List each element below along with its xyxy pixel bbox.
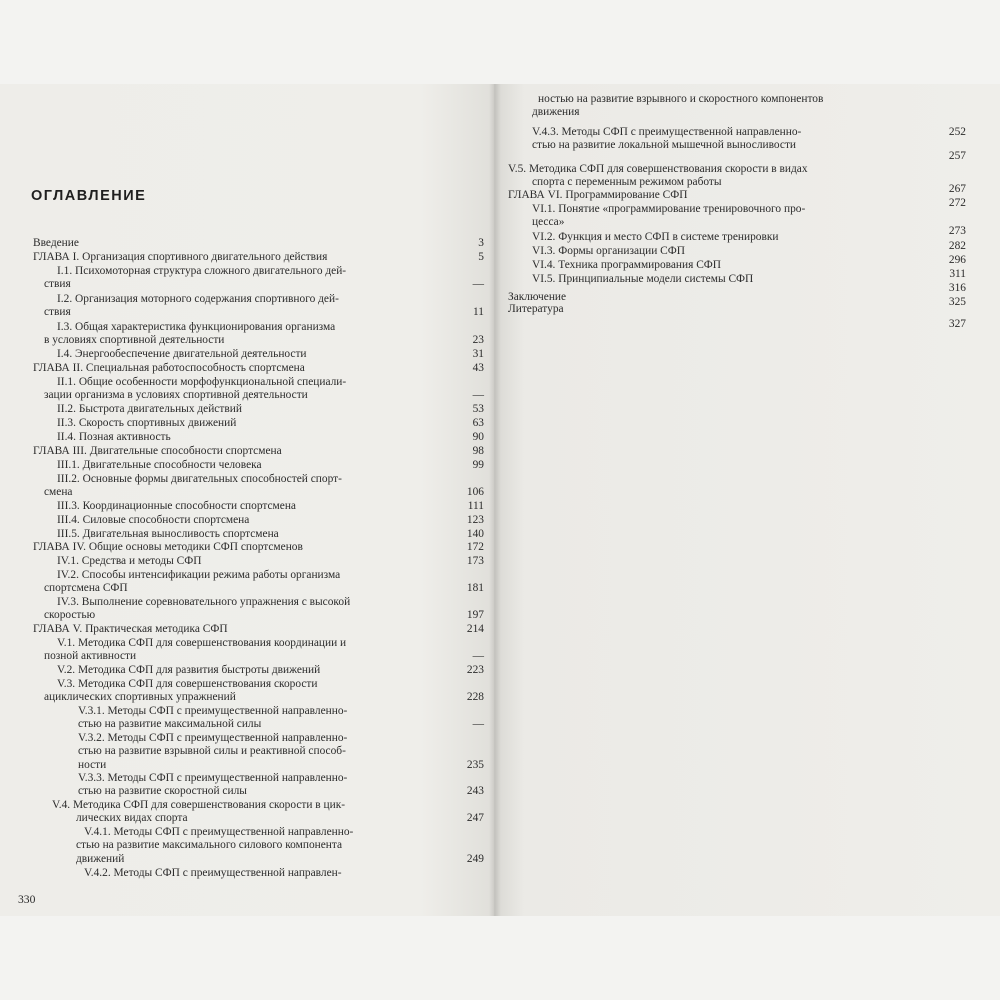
toc-entry-line: цесса» (532, 216, 565, 229)
toc-entry-line: стью на развитие локальной мышечной выносливости (532, 139, 797, 152)
toc-page-number: 311 (949, 268, 966, 280)
toc-entry-line: VI.3. Формы организации СФП (532, 245, 686, 257)
toc-entry-line: ГЛАВА III. Двигательные способности спортсмена (33, 445, 282, 457)
toc-entry-line: II.2. Быстрота двигательных действий (57, 403, 242, 415)
toc-page-number: 257 (948, 150, 966, 162)
toc-page-number: 140 (466, 528, 484, 540)
toc-entry-line: ГЛАВА I. Организация спортивного двигательного действия (33, 251, 328, 263)
toc-page-number: 3 (478, 237, 484, 249)
toc-page-number: 106 (466, 486, 484, 499)
toc-entry-line: стью на развитие взрывной силы и реактивной способ- (78, 745, 346, 758)
toc-entry-line: III.3. Координационные способности спортсмена (57, 500, 296, 512)
toc-page-number: 273 (948, 225, 966, 237)
toc-page-number: 111 (467, 500, 484, 512)
toc-page-number: — (472, 389, 484, 402)
toc-entry-line: смена (44, 486, 73, 499)
toc-entry-line: стью на развитие максимальной силы (78, 718, 262, 731)
toc-entry-line: I.2. Организация моторного содержания спортивного дей- (57, 293, 339, 305)
toc-entry-line: ствия (44, 306, 71, 319)
toc-page-number: 90 (472, 431, 484, 443)
page-number-folio: 330 (18, 893, 36, 906)
toc-page-number: — (472, 718, 484, 731)
toc-entry-line: V.4.3. Методы СФП с преимущественной направленно- (532, 126, 802, 138)
toc-page-number: 173 (466, 555, 484, 567)
toc-page-number: 267 (948, 183, 966, 195)
toc-entry-line: V.4.1. Методы СФП с преимущественной направленно- (84, 826, 354, 838)
toc-entry-line: II.3. Скорость спортивных движений (57, 417, 237, 429)
toc-entry-line: V.4. Методика СФП для совершенствования скорости в цик- (52, 799, 346, 811)
toc-entry-line: IV.1. Средства и методы СФП (57, 555, 202, 567)
toc-entry-line: V.3. Методика СФП для совершенствования скорости (57, 678, 318, 690)
toc-entry-line: I.1. Психомоторная структура сложного двигательного дей- (57, 265, 347, 277)
toc-entry-line: Заключение (508, 291, 567, 303)
toc-entry-line: ГЛАВА VI. Программирование СФП (508, 189, 688, 201)
toc-entry-line: VI.2. Функция и место СФП в системе тренировки (532, 231, 779, 243)
toc-entry-line: IV.3. Выполнение соревновательного упражнения с высокой (57, 596, 351, 608)
toc-entry-line: VI.4. Техника программирования СФП (532, 259, 722, 271)
toc-entry-line: V.3.2. Методы СФП с преимущественной направленно- (78, 732, 348, 744)
toc-page-number: 327 (948, 318, 966, 330)
toc-entry-line: VI.1. Понятие «программирование тренировочного про- (532, 203, 806, 215)
toc-page-number: 197 (466, 609, 484, 622)
toc-entry-line: ГЛАВА II. Специальная работоспособность спортсмена (33, 362, 305, 374)
toc-page-number: 5 (478, 251, 484, 263)
toc-entry-line: движений (76, 852, 125, 865)
toc-entry-line: Введение (33, 237, 79, 249)
toc-page-number: 325 (948, 296, 966, 308)
toc-entry-line: V.3.1. Методы СФП с преимущественной направленно- (78, 705, 348, 717)
toc-page-number: 98 (472, 445, 484, 457)
toc-page-number: 23 (472, 334, 484, 347)
toc-entry-line: ГЛАВА V. Практическая методика СФП (33, 623, 228, 635)
toc-entry-line: ГЛАВА IV. Общие основы методики СФП спортсменов (33, 541, 303, 553)
toc-page-number: 63 (472, 417, 484, 429)
toc-page-number: — (472, 650, 484, 663)
toc-entry-line: скоростью (44, 609, 96, 622)
toc-entry-line: I.4. Энергообеспечение двигательной деятельности (57, 348, 307, 360)
toc-entry-line: ациклических спортивных упражнений (44, 691, 236, 704)
toc-entry-line: Литература (508, 303, 564, 315)
toc-page-number: 296 (948, 254, 966, 266)
toc-page-number: — (472, 278, 484, 291)
toc-entry-line: стью на развитие скоростной силы (78, 785, 247, 798)
toc-page-number: 243 (466, 785, 484, 798)
toc-entry-line: в условиях спортивной деятельности (44, 334, 225, 347)
toc-entry-line: V.2. Методика СФП для развития быстроты движений (57, 664, 321, 676)
toc-entry-line: лических видах спорта (76, 812, 188, 825)
toc-page-number: 99 (472, 459, 484, 471)
toc-page-number: 172 (466, 541, 484, 553)
toc-page-number: 282 (948, 240, 966, 252)
toc-page-number: 11 (473, 306, 484, 319)
toc-page-number: 181 (466, 582, 484, 595)
toc-page-number: 53 (472, 403, 484, 415)
toc-page-number: 31 (472, 348, 484, 360)
toc-entry-line: V.3.3. Методы СФП с преимущественной направленно- (78, 772, 348, 784)
toc-entry-line: движения (532, 106, 580, 119)
toc-entry-line: V.5. Методика СФП для совершенствования скорости в видах (508, 163, 808, 175)
toc-page-number: 223 (466, 664, 484, 676)
toc-entry-line: спорта с переменным режимом работы (532, 176, 722, 189)
toc-entry-line: ности (78, 758, 107, 771)
toc-page-number: 272 (948, 197, 966, 209)
toc-entry-line: V.4.2. Методы СФП с преимущественной направлен- (84, 867, 342, 879)
toc-page-number: 316 (948, 282, 966, 294)
toc-page-number: 43 (472, 362, 484, 374)
toc-page-number: 249 (466, 852, 484, 865)
toc-page-number: 235 (466, 758, 484, 771)
toc-page-number: 123 (466, 514, 484, 526)
toc-entry-line: II.4. Позная активность (57, 431, 171, 443)
toc-entry-line: III.2. Основные формы двигательных способностей спорт- (57, 473, 342, 485)
toc-entry-line: V.1. Методика СФП для совершенствования координации и (57, 637, 347, 649)
toc-title: ОГЛАВЛЕНИЕ (31, 188, 147, 204)
toc-entry-line: стью на развитие максимального силового компонента (76, 839, 343, 852)
toc-entry-line: позной активности (44, 650, 137, 663)
toc-page-number: 247 (466, 812, 484, 825)
toc-entry-line: спортсмена СФП (44, 582, 128, 595)
toc-entry-line: III.1. Двигательные способности человека (57, 459, 262, 471)
toc-entry-line: ностью на развитие взрывного и скоростного компонентов (538, 93, 824, 105)
toc-entry-line: IV.2. Способы интенсификации режима работы организма (57, 569, 341, 581)
toc-entry-line: III.4. Силовые способности спортсмена (57, 514, 250, 526)
toc-entry-line: ствия (44, 278, 71, 291)
toc-entry-line: VI.5. Принципиальные модели системы СФП (532, 273, 754, 285)
toc-page-number: 228 (466, 691, 484, 704)
toc-entry-line: зации организма в условиях спортивной деятельности (44, 389, 308, 402)
toc-entry-line: III.5. Двигательная выносливость спортсмена (57, 528, 279, 540)
toc-entry-line: II.1. Общие особенности морфофункциональной специали- (57, 376, 347, 388)
toc-entry-line: I.3. Общая характеристика функционирования организма (57, 321, 336, 333)
toc-page-number: 252 (948, 126, 966, 138)
toc-page-number: 214 (466, 623, 484, 635)
